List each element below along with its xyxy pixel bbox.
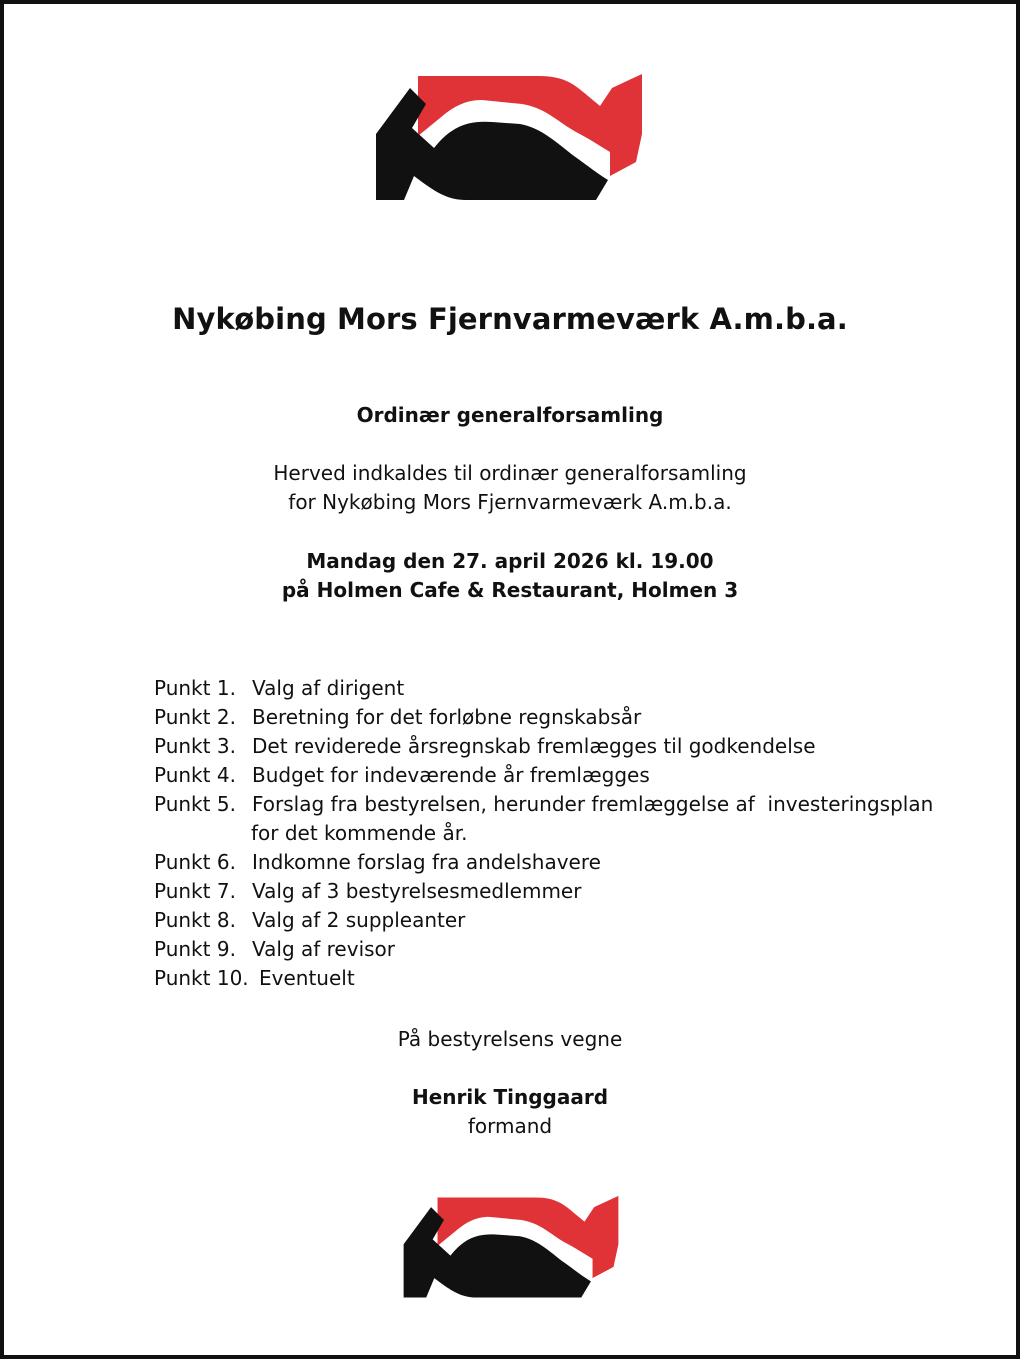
agenda-item xyxy=(154,906,974,935)
signature-name: Henrik Tinggaard xyxy=(411,1085,609,1109)
agenda-item xyxy=(154,703,974,732)
agenda-item xyxy=(154,964,974,993)
agenda-item-text: Eventuelt xyxy=(259,966,355,990)
signature-role: formand xyxy=(467,1114,553,1138)
meeting-location: på Holmen Cafe & Restaurant, Holmen 3 xyxy=(281,578,739,602)
agenda-item-text: Valg af 3 bestyrelsesmedlemmer xyxy=(252,879,582,903)
agenda-item-continuation: for det kommende år. xyxy=(251,821,468,845)
agenda-item xyxy=(154,935,974,964)
agenda-item-text: Budget for indeværende år fremlægges xyxy=(252,763,650,787)
agenda-item-label: Punkt 9. xyxy=(154,937,236,961)
agenda-item xyxy=(154,848,974,877)
agenda-item-label: Punkt 4. xyxy=(154,763,236,787)
agenda-item xyxy=(154,790,974,819)
agenda-item-label: Punkt 10. xyxy=(154,966,249,990)
agenda-item-text: Valg af dirigent xyxy=(252,676,405,700)
agenda-item-label: Punkt 7. xyxy=(154,879,236,903)
company-logo-top xyxy=(374,72,644,204)
page-title: Nykøbing Mors Fjernvarmeværk A.m.b.a. xyxy=(172,302,848,336)
signature-on-behalf: På bestyrelsens vegne xyxy=(397,1027,623,1051)
agenda-item-label: Punkt 8. xyxy=(154,908,236,932)
agenda-item-label: Punkt 3. xyxy=(154,734,236,758)
intro-line-1: Herved indkaldes til ordinær generalforsamling xyxy=(273,461,747,485)
subtitle: Ordinær generalforsamling xyxy=(356,403,664,427)
company-logo-bottom xyxy=(402,1194,620,1301)
agenda-item xyxy=(154,877,974,906)
agenda-item-text: Valg af revisor xyxy=(252,937,396,961)
agenda-item-text: Det reviderede årsregnskab fremlægges til godkendelse xyxy=(252,734,816,758)
agenda-item-text: Indkomne forslag fra andelshavere xyxy=(252,850,601,874)
agenda-item xyxy=(154,761,974,790)
agenda-list xyxy=(154,674,974,993)
agenda-item-text: Beretning for det forløbne regnskabsår xyxy=(252,705,642,729)
agenda-item-label: Punkt 6. xyxy=(154,850,236,874)
agenda-item-label: Punkt 2. xyxy=(154,705,236,729)
intro-line-2: for Nykøbing Mors Fjernvarmeværk A.m.b.a. xyxy=(288,490,732,514)
agenda-item-text: Valg af 2 suppleanter xyxy=(252,908,466,932)
agenda-item xyxy=(154,674,974,703)
meeting-date-time: Mandag den 27. april 2026 kl. 19.00 xyxy=(306,549,714,573)
agenda-item xyxy=(154,732,974,761)
agenda-item-label: Punkt 5. xyxy=(154,792,236,816)
agenda-item-label: Punkt 1. xyxy=(154,676,236,700)
agenda-item-text: Forslag fra bestyrelsen, herunder fremlæggelse af investeringsplan xyxy=(252,792,934,816)
